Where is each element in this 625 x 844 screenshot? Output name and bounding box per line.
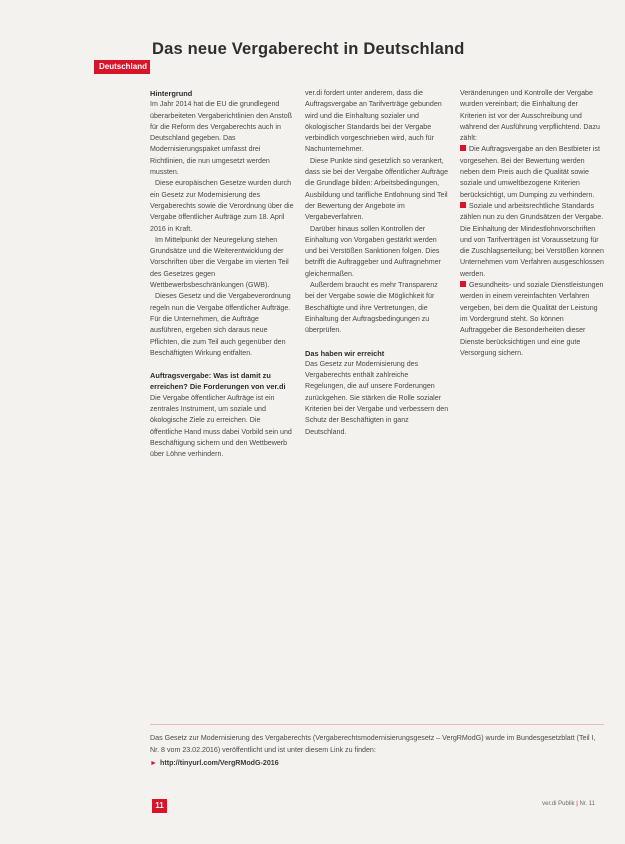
bullet-item [460,144,604,200]
section-heading: Auftragsvergabe: Was ist damit zu erreichen? Die Forderungen von ver.di [150,371,286,392]
paragraph: Das Gesetz zur Modernisierung des Vergaberechts enthält zahlreiche Regelungen, die auf unsere Forderungen zurückgehen. Sie stärken die Rolle sozialer Kriterien bei der Vergabe und verbessern den Schutz der Beschäftigten in ganz Deutschland. [305,359,449,436]
article-column-3 [460,88,604,688]
info-box [150,724,604,770]
paragraph: Im Mittelpunkt der Neuregelung stehen Grundsätze und die Weiterentwicklung der Vorschriften über die Vergabe im vierten Teil des Gesetzes gegen Wettbewerbsbeschränkungen (GWB). [150,235,289,290]
bullet-text: Soziale und arbeitsrechtliche Standards zählen nun zu den Grundsätzen der Vergabe. Die Einhaltung der Mindestlohnvorschriften und von Tarifverträgen ist Voraussetzung für die Zuschlagserteilung; bei Verstößen können Unternehmen vom Verfahren ausgeschlossen werden. [460,201,604,278]
info-box-text: Das Gesetz zur Modernisierung des Vergaberechts (Vergaberechtsmodernisierungsgesetz – VergRModG) wurde im Bundesgesetzblatt (Teil I, Nr. 8 vom 23.02.2016) veröffentlicht und ist unter diesem Link zu finden: [150,734,596,754]
paragraph: Dieses Gesetz und die Vergabeverordnung regeln nun die Vergabe öffentlicher Aufträge. Für die Unternehmen, die Aufträge ausführen, ergeben sich daraus neue Pflichten, die zum Teil auch gegenüber den Beschäftigten Wirkung entfalten. [150,292,291,357]
section-tag: Deutschland [94,60,150,74]
page-number: 11 [152,799,167,813]
article-column-2 [305,88,449,688]
bullet-text: Die Auftragsvergabe an den Bestbieter ist vorgesehen. Bei der Bewertung werden neben dem Preis auch die Qualität sowie soziale und umweltbezogene Kriterien berücksichtigt, um Dumping zu verhindern. [460,145,600,199]
footer-separator: | [576,801,578,807]
footer [542,801,595,807]
paragraph: ver.di fordert unter anderem, dass die Auftragsvergabe an Tarifverträge gebunden wird und die Einhaltung sozialer und ökologischer Standards bei der Vergabe verbindlich vorgeschrieben wird, auch für Nachunternehmer. [305,89,442,154]
bullet-text: Gesundheits- und soziale Dienstleistungen werden in einem vereinfachten Verfahren vergeben, bei dem die Qualität der Leistung im Vordergrund steht. So können Auftraggeber die Besonderheiten dieser Dienste berücksichtigen und eine gute Versorgung sichern. [460,281,604,357]
footer-issue: Nr. 11 [579,801,595,807]
article-body [150,88,604,688]
section-heading: Das haben wir erreicht [305,348,385,358]
bullet-item [460,201,604,280]
paragraph: Außerdem braucht es mehr Transparenz bei der Vergabe sowie die Möglichkeit für Beschäftigte und ihre Vertretungen, die Einhaltung der Auftragsbedingungen zu überprüfen. [305,281,438,335]
external-link[interactable]: http://tinyurl.com/VergRModG-2016 [160,759,279,767]
section-heading: Hintergrund [150,89,193,98]
paragraph: Diese Punkte sind gesetzlich so verankert, dass sie bei der Vergabe öffentlicher Aufträge die Grundlage bilden: Arbeitsbedingungen, Ausbildung und tarifliche Entlohnung sind Teil der Bewertung der Angebote im Vergabeverfahren. [305,156,449,222]
red-square-bullet-icon [460,145,466,151]
paragraph: Veränderungen und Kontrolle der Vergabe wurden vereinbart; die Einhaltung der Kriterien ist vor der Ausschreibung und während der Ausführung verpflichtend. Dazu zählt: [460,89,600,143]
link-row [150,758,604,770]
arrow-right-icon: ► [150,759,158,767]
paragraph: Die Vergabe öffentlicher Aufträge ist ein zentrales Instrument, um soziale und ökologische Ziele zu erreichen. Die öffentliche Hand muss dabei Vorbild sein und Beschäftigung sichern und den Wettbewerb über Löhne verhindern. [150,393,292,459]
paragraph: Diese europäischen Gesetze wurden durch ein Gesetz zur Modernisierung des Vergaberechts sowie die Verordnung über die Vergabe öffentlicher Aufträge zum 18. April 2016 in Kraft. [150,179,294,233]
red-square-bullet-icon [460,281,466,287]
page-title: Das neue Vergaberecht in Deutschland [152,40,465,58]
bullet-item [460,280,604,359]
paragraph: Im Jahr 2014 hat die EU die grundlegend überarbeiteten Vergaberichtlinien den Anstoß für die Reform des Vergaberechts auch in Deutschland gegeben. Das Modernisierungspaket umfasst drei Richtlinien, die nun umgesetzt werden mussten. [150,100,292,177]
footer-publication: ver.di Publik [542,801,575,807]
paragraph: Darüber hinaus sollen Kontrollen der Einhaltung von Vorgaben gestärkt werden und bei Verstößen Sanktionen folgen. Dies betrifft die Auftraggeber und Auftragnehmer gleichermaßen. [305,224,441,278]
article-column-1 [150,88,294,688]
red-square-bullet-icon [460,202,466,208]
